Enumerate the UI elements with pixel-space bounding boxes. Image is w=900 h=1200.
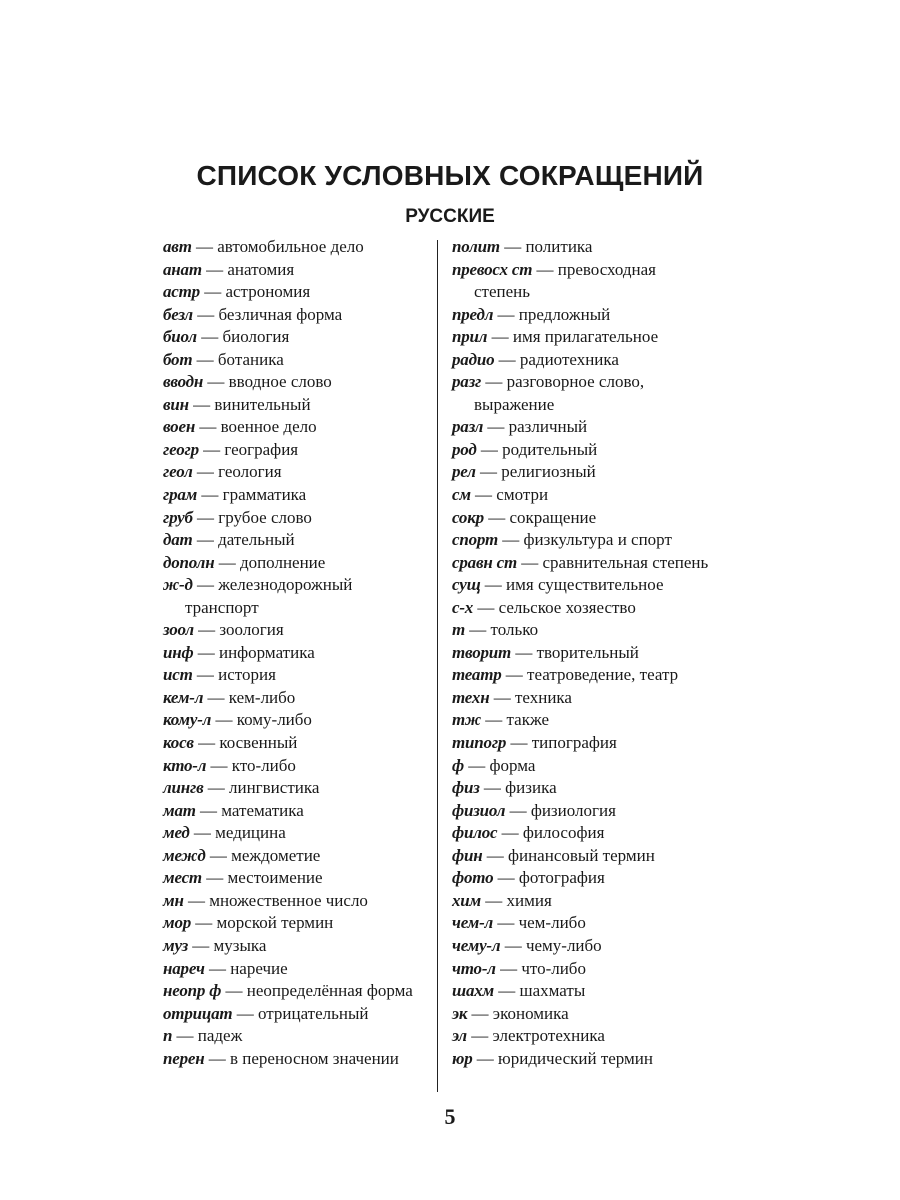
abbreviation: юр bbox=[452, 1048, 473, 1068]
abbreviation-meaning: физкультура и спорт bbox=[523, 530, 672, 550]
abbreviation: геол bbox=[163, 462, 193, 482]
em-dash: — bbox=[172, 1026, 198, 1046]
abbreviation-meaning: безличная форма bbox=[218, 304, 343, 324]
em-dash: — bbox=[493, 868, 519, 888]
abbreviation-entry bbox=[452, 326, 714, 349]
abbreviation: грам bbox=[163, 485, 198, 505]
abbreviation: хим bbox=[452, 890, 482, 910]
abbreviation: род bbox=[452, 439, 477, 459]
abbreviation: радио bbox=[452, 349, 495, 369]
abbreviation: физ bbox=[452, 778, 480, 798]
abbreviation: межд bbox=[163, 845, 206, 865]
abbreviation-meaning: медицина bbox=[215, 823, 286, 843]
abbreviation-entry bbox=[163, 281, 425, 304]
abbreviation-entry bbox=[163, 777, 425, 800]
em-dash: — bbox=[201, 868, 228, 888]
abbreviation-entry bbox=[452, 687, 714, 710]
abbreviation-entry bbox=[452, 912, 714, 935]
abbreviation: ж-д bbox=[163, 575, 193, 595]
abbreviation-entry bbox=[163, 259, 425, 282]
abbreviation-entry bbox=[452, 236, 714, 259]
abbreviation: кем-л bbox=[163, 687, 204, 707]
em-dash: — bbox=[221, 981, 247, 1001]
abbreviation-entry bbox=[163, 958, 425, 981]
abbreviation: п bbox=[163, 1026, 173, 1046]
abbreviation-meaning: сокращение bbox=[509, 507, 597, 527]
em-dash: — bbox=[483, 507, 510, 527]
abbreviation-entry bbox=[163, 304, 425, 327]
em-dash: — bbox=[532, 259, 558, 279]
abbreviation: спорт bbox=[452, 530, 498, 550]
abbreviation-meaning: разговорное слово, выражение bbox=[474, 372, 645, 414]
abbreviation: авт bbox=[163, 237, 192, 256]
abbreviation: тж bbox=[452, 710, 482, 730]
em-dash: — bbox=[193, 642, 219, 662]
em-dash: — bbox=[198, 439, 225, 459]
em-dash: — bbox=[500, 935, 526, 955]
em-dash: — bbox=[505, 800, 531, 820]
abbreviation-meaning: имя существительное bbox=[506, 575, 664, 595]
em-dash: — bbox=[201, 259, 228, 279]
abbreviation-meaning: сельское хозяество bbox=[498, 597, 636, 617]
abbreviation-meaning: биология bbox=[222, 327, 290, 347]
abbreviation-meaning: электротехника bbox=[492, 1026, 605, 1046]
abbreviation: филос bbox=[452, 823, 498, 843]
em-dash: — bbox=[489, 687, 515, 707]
abbreviation-entry bbox=[163, 687, 425, 710]
abbreviation-meaning: кем-либо bbox=[228, 687, 296, 707]
em-dash: — bbox=[192, 530, 219, 550]
page-number: 5 bbox=[444, 1104, 456, 1129]
abbreviation-meaning: предложный bbox=[518, 304, 611, 324]
abbreviation-entry bbox=[452, 755, 714, 778]
abbreviation-entry bbox=[452, 484, 714, 507]
abbreviation-meaning: театроведение, театр bbox=[527, 665, 679, 685]
abbreviation-entry bbox=[163, 394, 425, 417]
em-dash: — bbox=[480, 575, 507, 595]
abbreviation: чем-л bbox=[452, 913, 494, 933]
abbreviation-entry bbox=[163, 1048, 425, 1071]
abbreviation-entry bbox=[163, 935, 425, 958]
abbreviation: шахм bbox=[452, 981, 495, 1001]
abbreviation: разг bbox=[452, 372, 482, 392]
abbreviation-meaning: музыка bbox=[213, 935, 267, 955]
abbreviation: груб bbox=[163, 507, 193, 527]
abbreviation-meaning: дополнение bbox=[239, 552, 326, 572]
abbreviation-entry bbox=[452, 777, 714, 800]
em-dash: — bbox=[188, 935, 214, 955]
em-dash: — bbox=[192, 349, 218, 369]
abbreviation: разл bbox=[452, 417, 484, 437]
abbreviation: вин bbox=[163, 394, 189, 414]
abbreviation-entry bbox=[452, 642, 714, 665]
abbreviation-meaning: грамматика bbox=[222, 485, 307, 505]
em-dash: — bbox=[498, 530, 524, 550]
abbreviation-entry bbox=[452, 619, 714, 642]
section-subtitle: РУССКИЕ bbox=[405, 206, 495, 227]
abbreviation-meaning: что-либо bbox=[521, 958, 586, 978]
abbreviation-entry bbox=[452, 709, 714, 732]
em-dash: — bbox=[192, 507, 219, 527]
em-dash: — bbox=[487, 327, 513, 347]
em-dash: — bbox=[506, 733, 532, 753]
abbreviation-meaning: физиология bbox=[530, 800, 616, 820]
abbreviation-entry bbox=[452, 597, 714, 620]
abbreviation-entry bbox=[452, 800, 714, 823]
em-dash: — bbox=[192, 665, 219, 685]
abbreviation-entry bbox=[452, 552, 714, 575]
abbreviation-meaning: политика bbox=[525, 237, 593, 256]
em-dash: — bbox=[191, 237, 218, 256]
abbreviation-entry bbox=[163, 709, 425, 732]
em-dash: — bbox=[193, 620, 220, 640]
abbreviation-entry bbox=[452, 461, 714, 484]
abbreviation: мат bbox=[163, 800, 196, 820]
abbreviation: воен bbox=[163, 417, 196, 437]
em-dash: — bbox=[203, 687, 229, 707]
abbreviation: дополн bbox=[163, 552, 215, 572]
abbreviation-entry bbox=[452, 1003, 714, 1026]
em-dash: — bbox=[199, 282, 226, 302]
abbreviation: эл bbox=[452, 1026, 467, 1046]
abbreviation: кому-л bbox=[163, 710, 212, 730]
em-dash: — bbox=[195, 800, 222, 820]
em-dash: — bbox=[204, 1048, 230, 1068]
abbreviation: биол bbox=[163, 327, 197, 347]
abbreviation-meaning: математика bbox=[221, 800, 304, 820]
abbreviation-entry bbox=[163, 484, 425, 507]
abbreviation-meaning: геология bbox=[218, 462, 282, 482]
em-dash: — bbox=[497, 823, 523, 843]
abbreviation-meaning: кто-либо bbox=[231, 755, 296, 775]
em-dash: — bbox=[197, 485, 223, 505]
abbreviation-meaning: экономика bbox=[492, 1003, 569, 1023]
abbreviation-meaning: различный bbox=[508, 417, 588, 437]
abbreviation: типогр bbox=[452, 733, 507, 753]
abbreviation-meaning: грубое слово bbox=[218, 507, 312, 527]
abbreviation-meaning: техника bbox=[514, 687, 572, 707]
abbreviation: фин bbox=[452, 845, 483, 865]
abbreviation-entry bbox=[163, 439, 425, 462]
abbreviation-meaning: дательный bbox=[218, 530, 295, 550]
abbreviation: сущ bbox=[452, 575, 481, 595]
abbreviation: предл bbox=[452, 304, 494, 324]
abbreviation: геогр bbox=[163, 439, 199, 459]
em-dash: — bbox=[467, 1003, 493, 1023]
abbreviation-meaning: смотри bbox=[496, 485, 549, 505]
abbreviation-entry bbox=[452, 822, 714, 845]
em-dash: — bbox=[192, 575, 219, 595]
abbreviation-entry bbox=[163, 461, 425, 484]
column-divider bbox=[437, 240, 438, 1092]
abbreviation-entry bbox=[163, 642, 425, 665]
abbreviation: муз bbox=[163, 935, 188, 955]
abbreviation: перен bbox=[163, 1048, 205, 1068]
abbreviation-entry bbox=[163, 664, 425, 687]
abbreviation-entry bbox=[452, 664, 714, 687]
abbreviation-entry bbox=[163, 1025, 425, 1048]
abbreviation: нареч bbox=[163, 958, 205, 978]
abbreviation-meaning: философия bbox=[522, 823, 605, 843]
em-dash: — bbox=[205, 845, 232, 865]
abbreviation-meaning: косвенный bbox=[219, 733, 298, 753]
abbreviation-entry bbox=[163, 890, 425, 913]
abbreviation-entry bbox=[452, 304, 714, 327]
em-dash: — bbox=[475, 462, 502, 482]
em-dash: — bbox=[206, 755, 232, 775]
abbreviation-entry bbox=[163, 755, 425, 778]
abbreviation-entry bbox=[452, 574, 714, 597]
em-dash: — bbox=[188, 394, 215, 414]
abbreviation: с-х bbox=[452, 597, 474, 617]
abbreviation-entry bbox=[163, 732, 425, 755]
em-dash: — bbox=[511, 642, 537, 662]
abbreviation: ист bbox=[163, 665, 193, 685]
abbreviation-entry bbox=[452, 1048, 714, 1071]
abbreviation-entry bbox=[163, 349, 425, 372]
abbreviation-meaning: неопределённая форма bbox=[246, 981, 413, 1001]
abbreviation-meaning: имя прилагательное bbox=[512, 327, 659, 347]
abbreviation: см bbox=[452, 485, 471, 505]
abbreviation: эк bbox=[452, 1003, 468, 1023]
em-dash: — bbox=[211, 710, 237, 730]
abbreviation-meaning: падеж bbox=[197, 1026, 243, 1046]
abbreviation: сравн ст bbox=[452, 552, 517, 572]
abbreviation-entry bbox=[163, 574, 425, 619]
em-dash: — bbox=[470, 485, 497, 505]
em-dash: — bbox=[481, 710, 507, 730]
em-dash: — bbox=[183, 890, 210, 910]
em-dash: — bbox=[473, 597, 499, 617]
abbreviation-entry bbox=[452, 439, 714, 462]
em-dash: — bbox=[192, 304, 219, 324]
abbreviation-entry bbox=[452, 1025, 714, 1048]
abbreviation-meaning: астрономия bbox=[225, 282, 311, 302]
abbreviation-entry bbox=[452, 529, 714, 552]
abbreviation-entry bbox=[163, 507, 425, 530]
em-dash: — bbox=[195, 417, 221, 437]
abbreviation: полит bbox=[452, 237, 500, 256]
abbreviation-meaning: военное дело bbox=[220, 417, 317, 437]
abbreviation: косв bbox=[163, 733, 194, 753]
abbreviation-meaning: религиозный bbox=[501, 462, 596, 482]
abbreviation-entry bbox=[452, 349, 714, 372]
em-dash: — bbox=[214, 552, 240, 572]
abbreviation-meaning: также bbox=[506, 710, 550, 730]
abbreviation-meaning: винительный bbox=[214, 394, 311, 414]
em-dash: — bbox=[483, 417, 509, 437]
abbreviation-meaning: история bbox=[218, 665, 276, 685]
abbreviation-entry bbox=[452, 259, 714, 304]
abbreviation: ф bbox=[452, 755, 464, 775]
abbreviation: рел bbox=[452, 462, 476, 482]
abbreviation-entry bbox=[163, 822, 425, 845]
abbreviation-entry bbox=[452, 980, 714, 1003]
em-dash: — bbox=[466, 1026, 493, 1046]
abbreviation-entry bbox=[163, 980, 425, 1003]
abbreviation: кто-л bbox=[163, 755, 207, 775]
abbreviation: сокр bbox=[452, 507, 484, 527]
abbreviation-meaning: фотография bbox=[518, 868, 605, 888]
abbreviation-meaning: форма bbox=[489, 755, 536, 775]
abbreviation-meaning: радиотехника bbox=[519, 349, 619, 369]
abbreviation-entry bbox=[163, 236, 425, 259]
em-dash: — bbox=[465, 620, 491, 640]
abbreviation: т bbox=[452, 620, 466, 640]
abbreviation-list-left bbox=[163, 236, 425, 1070]
em-dash: — bbox=[196, 327, 223, 347]
em-dash: — bbox=[479, 778, 506, 798]
abbreviation: что-л bbox=[452, 958, 496, 978]
abbreviation-list-right bbox=[452, 236, 714, 1070]
em-dash: — bbox=[482, 845, 508, 865]
abbreviation-meaning: лингвистика bbox=[229, 778, 320, 798]
abbreviation-entry bbox=[163, 416, 425, 439]
em-dash: — bbox=[501, 665, 528, 685]
em-dash: — bbox=[493, 913, 519, 933]
abbreviation-meaning: химия bbox=[506, 890, 552, 910]
abbreviation-meaning: превосходная степень bbox=[474, 259, 656, 302]
em-dash: — bbox=[481, 372, 507, 392]
abbreviation-meaning: сравнительная степень bbox=[542, 552, 709, 572]
abbreviation-entry bbox=[163, 912, 425, 935]
abbreviation: мед bbox=[163, 823, 190, 843]
abbreviation: отрицат bbox=[163, 1003, 233, 1023]
abbreviation: чему-л bbox=[452, 935, 501, 955]
abbreviation-meaning: анатомия bbox=[227, 259, 295, 279]
em-dash: — bbox=[472, 1048, 499, 1068]
em-dash: — bbox=[192, 462, 219, 482]
abbreviation-entry bbox=[452, 935, 714, 958]
abbreviation-entry bbox=[163, 800, 425, 823]
abbreviation: мест bbox=[163, 868, 202, 888]
abbreviation-entry bbox=[163, 867, 425, 890]
em-dash: — bbox=[481, 890, 507, 910]
abbreviation: мн bbox=[163, 890, 184, 910]
abbreviation-meaning: вводное слово bbox=[228, 372, 332, 392]
abbreviation-entry bbox=[452, 371, 714, 416]
abbreviation-entry bbox=[163, 552, 425, 575]
em-dash: — bbox=[493, 304, 519, 324]
abbreviation-meaning: морской термин bbox=[216, 913, 334, 933]
em-dash: — bbox=[203, 372, 229, 392]
abbreviation: неопр ф bbox=[163, 981, 222, 1001]
abbreviation: дат bbox=[163, 530, 193, 550]
abbreviation: творит bbox=[452, 642, 512, 662]
em-dash: — bbox=[191, 913, 217, 933]
abbreviation-meaning: родительный bbox=[502, 439, 598, 459]
abbreviation: бот bbox=[163, 349, 193, 369]
abbreviation-meaning: только bbox=[490, 620, 539, 640]
em-dash: — bbox=[494, 981, 520, 1001]
abbreviation-meaning: финансовый термин bbox=[507, 845, 655, 865]
abbreviation-meaning: в переносном значении bbox=[229, 1048, 399, 1068]
abbreviation-meaning: местоимение bbox=[227, 868, 323, 888]
abbreviation-entry bbox=[163, 371, 425, 394]
abbreviation: вводн bbox=[163, 372, 204, 392]
abbreviation-meaning: междометие bbox=[231, 845, 321, 865]
abbreviation: техн bbox=[452, 687, 490, 707]
abbreviation: физиол bbox=[452, 800, 506, 820]
abbreviation-meaning: наречие bbox=[230, 958, 288, 978]
abbreviation-meaning: юридический термин bbox=[498, 1048, 653, 1068]
abbreviation-entry bbox=[452, 890, 714, 913]
abbreviation: зоол bbox=[163, 620, 194, 640]
abbreviation: лингв bbox=[163, 778, 204, 798]
em-dash: — bbox=[499, 237, 526, 256]
abbreviation-entry bbox=[452, 507, 714, 530]
em-dash: — bbox=[203, 778, 229, 798]
abbreviation-meaning: множественное число bbox=[209, 890, 368, 910]
abbreviation-meaning: физика bbox=[505, 778, 557, 798]
abbreviation-meaning: автомобильное дело bbox=[217, 237, 364, 256]
em-dash: — bbox=[204, 958, 231, 978]
em-dash: — bbox=[517, 552, 543, 572]
abbreviation: инф bbox=[163, 642, 194, 662]
em-dash: — bbox=[463, 755, 490, 775]
em-dash: — bbox=[495, 958, 522, 978]
abbreviation-entry bbox=[452, 732, 714, 755]
abbreviation-meaning: чем-либо bbox=[518, 913, 586, 933]
abbreviation-meaning: зоология bbox=[219, 620, 284, 640]
page-title: СПИСОК УСЛОВНЫХ СОКРАЩЕНИЙ bbox=[196, 160, 704, 191]
abbreviation: превосх ст bbox=[452, 259, 533, 279]
abbreviation: астр bbox=[163, 282, 200, 302]
abbreviation-meaning: творительный bbox=[536, 642, 639, 662]
abbreviation-meaning: география bbox=[224, 439, 299, 459]
abbreviation-entry bbox=[452, 867, 714, 890]
em-dash: — bbox=[476, 439, 503, 459]
abbreviation: безл bbox=[163, 304, 193, 324]
abbreviation-meaning: кому-либо bbox=[236, 710, 312, 730]
em-dash: — bbox=[193, 733, 220, 753]
abbreviation-entry bbox=[163, 326, 425, 349]
abbreviation-entry bbox=[163, 619, 425, 642]
abbreviation: анат bbox=[163, 259, 202, 279]
em-dash: — bbox=[494, 349, 520, 369]
abbreviation-entry bbox=[163, 529, 425, 552]
abbreviation-meaning: типография bbox=[531, 733, 617, 753]
abbreviation-entry bbox=[452, 416, 714, 439]
abbreviation: фото bbox=[452, 868, 494, 888]
abbreviation-entry bbox=[163, 1003, 425, 1026]
abbreviation-entry bbox=[452, 958, 714, 981]
abbreviation-meaning: ботаника bbox=[217, 349, 284, 369]
em-dash: — bbox=[189, 823, 216, 843]
em-dash: — bbox=[232, 1003, 258, 1023]
abbreviation: мор bbox=[163, 913, 192, 933]
abbreviation-meaning: шахматы bbox=[519, 981, 586, 1001]
abbreviation-meaning: информатика bbox=[218, 642, 315, 662]
abbreviation-entry bbox=[452, 845, 714, 868]
abbreviation-meaning: чему-либо bbox=[525, 935, 602, 955]
abbreviation: прил bbox=[452, 327, 488, 347]
abbreviation-entry bbox=[163, 845, 425, 868]
abbreviation: театр bbox=[452, 665, 502, 685]
abbreviation-meaning: отрицательный bbox=[257, 1003, 369, 1023]
abbreviation-meaning: железнодорожный транспорт bbox=[185, 575, 353, 617]
